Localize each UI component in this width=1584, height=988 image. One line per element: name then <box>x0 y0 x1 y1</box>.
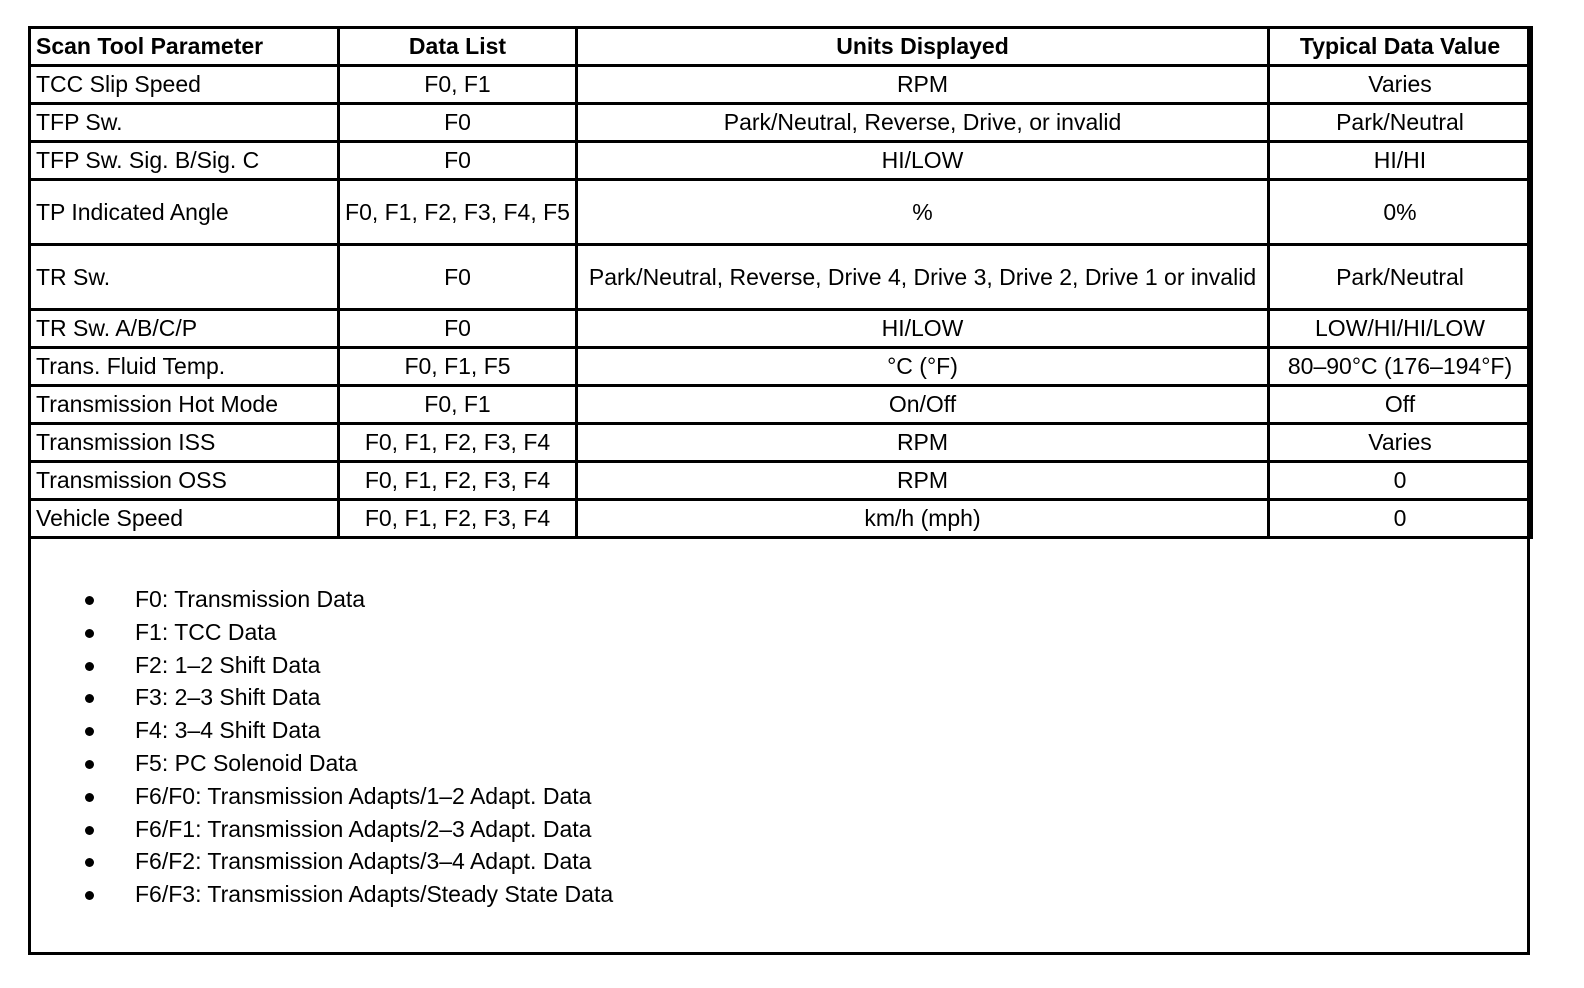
cell-units: RPM <box>577 462 1269 500</box>
cell-units: km/h (mph) <box>577 500 1269 538</box>
table-row <box>30 500 1532 538</box>
cell-data-list: F0 <box>339 142 577 180</box>
cell-units: HI/LOW <box>577 142 1269 180</box>
cell-parameter: TFP Sw. Sig. B/Sig. C <box>30 142 339 180</box>
cell-typical-value: 0 <box>1269 500 1532 538</box>
legend-text: F1: TCC Data <box>135 618 277 645</box>
list-item <box>82 649 613 682</box>
header-row <box>30 28 1532 66</box>
bullet-icon <box>85 727 94 736</box>
cell-units: RPM <box>577 424 1269 462</box>
data-list-legend <box>82 583 613 911</box>
cell-units: RPM <box>577 66 1269 104</box>
cell-units: Park/Neutral, Reverse, Drive, or invalid <box>577 104 1269 142</box>
legend-text: F2: 1–2 Shift Data <box>135 651 321 678</box>
bullet-icon <box>85 793 94 802</box>
list-item <box>82 813 613 846</box>
list-item <box>82 845 613 878</box>
bullet-icon <box>85 858 94 867</box>
cell-parameter: Vehicle Speed <box>30 500 339 538</box>
table-row <box>30 310 1532 348</box>
cell-parameter: TR Sw. <box>30 245 339 310</box>
legend-text: F6/F2: Transmission Adapts/3–4 Adapt. Data <box>135 848 592 875</box>
list-item <box>82 747 613 780</box>
table-row <box>30 424 1532 462</box>
cell-typical-value: Off <box>1269 386 1532 424</box>
cell-typical-value: LOW/HI/HI/LOW <box>1269 310 1532 348</box>
bullet-icon <box>85 694 94 703</box>
cell-data-list: F0, F1, F2, F3, F4 <box>339 500 577 538</box>
legend-text: F6/F3: Transmission Adapts/Steady State Data <box>135 881 614 908</box>
bullet-icon <box>85 596 94 605</box>
list-item <box>82 714 613 747</box>
cell-parameter: Transmission OSS <box>30 462 339 500</box>
cell-data-list: F0, F1, F2, F3, F4 <box>339 462 577 500</box>
cell-units: % <box>577 180 1269 245</box>
bullet-icon <box>85 629 94 638</box>
cell-data-list: F0, F1, F5 <box>339 348 577 386</box>
header-typical-data-value: Typical Data Value <box>1269 28 1532 66</box>
legend-text: F6/F0: Transmission Adapts/1–2 Adapt. Data <box>135 782 592 809</box>
cell-data-list: F0, F1, F2, F3, F4 <box>339 424 577 462</box>
cell-parameter: Transmission ISS <box>30 424 339 462</box>
cell-units: On/Off <box>577 386 1269 424</box>
cell-parameter: TP Indicated Angle <box>30 180 339 245</box>
cell-data-list: F0, F1, F2, F3, F4, F5 <box>339 180 577 245</box>
cell-typical-value: HI/HI <box>1269 142 1532 180</box>
bullet-icon <box>85 891 94 900</box>
list-item <box>82 616 613 649</box>
table-row <box>30 386 1532 424</box>
list-item <box>82 583 613 616</box>
cell-data-list: F0 <box>339 245 577 310</box>
cell-typical-value: 0% <box>1269 180 1532 245</box>
bullet-icon <box>85 662 94 671</box>
header-units-displayed: Units Displayed <box>577 28 1269 66</box>
table-row <box>30 348 1532 386</box>
header-data-list: Data List <box>339 28 577 66</box>
cell-parameter: Trans. Fluid Temp. <box>30 348 339 386</box>
list-item <box>82 780 613 813</box>
cell-parameter: TR Sw. A/B/C/P <box>30 310 339 348</box>
cell-typical-value: Park/Neutral <box>1269 245 1532 310</box>
table-row <box>30 245 1532 310</box>
legend-text: F3: 2–3 Shift Data <box>135 684 321 711</box>
table-row <box>30 180 1532 245</box>
cell-typical-value: Park/Neutral <box>1269 104 1532 142</box>
cell-typical-value: Varies <box>1269 424 1532 462</box>
cell-units: HI/LOW <box>577 310 1269 348</box>
cell-data-list: F0, F1 <box>339 66 577 104</box>
list-item <box>82 681 613 714</box>
cell-typical-value: 0 <box>1269 462 1532 500</box>
cell-parameter: Transmission Hot Mode <box>30 386 339 424</box>
legend-text: F6/F1: Transmission Adapts/2–3 Adapt. Data <box>135 815 592 842</box>
cell-data-list: F0, F1 <box>339 386 577 424</box>
bullet-icon <box>85 760 94 769</box>
cell-units: Park/Neutral, Reverse, Drive 4, Drive 3, Drive 2, Drive 1 or invalid <box>577 245 1269 310</box>
cell-data-list: F0 <box>339 310 577 348</box>
header-scan-tool-parameter: Scan Tool Parameter <box>30 28 339 66</box>
legend-text: F4: 3–4 Shift Data <box>135 717 321 744</box>
cell-typical-value: Varies <box>1269 66 1532 104</box>
legend-text: F5: PC Solenoid Data <box>135 749 358 776</box>
list-item <box>82 878 613 911</box>
table-row <box>30 462 1532 500</box>
bullet-icon <box>85 826 94 835</box>
cell-units: °C (°F) <box>577 348 1269 386</box>
table-row <box>30 142 1532 180</box>
cell-parameter: TCC Slip Speed <box>30 66 339 104</box>
scan-tool-data-table <box>28 26 1533 539</box>
table-row <box>30 104 1532 142</box>
cell-parameter: TFP Sw. <box>30 104 339 142</box>
cell-typical-value: 80–90°C (176–194°F) <box>1269 348 1532 386</box>
cell-data-list: F0 <box>339 104 577 142</box>
legend-text: F0: Transmission Data <box>135 586 366 612</box>
table-row <box>30 66 1532 104</box>
